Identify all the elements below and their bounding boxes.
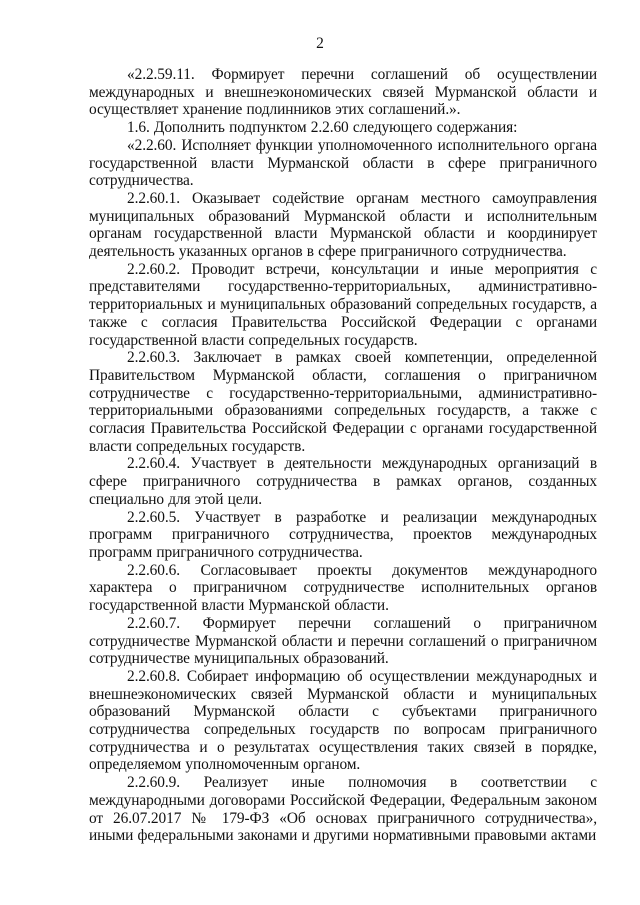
document-body [89,66,597,845]
paragraph-2-2-60-7: 2.2.60.7. Формирует перечни соглашений о приграничном сотрудничестве Мурманской области и перечни соглашений о приграничном сотрудничестве муниципальных образований. [89,614,597,668]
paragraph-2-2-60-4: 2.2.60.4. Участвует в деятельности международных организаций в сфере приграничного сотрудничества в рамках органов, созданных специально для этой цели. [89,455,597,508]
paragraph-2-2-60-1: 2.2.60.1. Оказывает содействие органам местного самоуправления муниципальных образований Мурманской области и исполнительным органам государственной власти Мурманской области и координирует деятельность указанных органов в сфере приграничного сотрудничества. [89,189,597,261]
paragraph-2-2-59-11: «2.2.59.11. Формирует перечни соглашений об осуществлении международных и внешнеэкономических связей Мурманской области и осуществляет хранение подлинников этих соглашений.». [89,66,597,119]
paragraph-2-2-60-3: 2.2.60.3. Заключает в рамках своей компетенции, определенной Правительством Мурманской области, соглашения о приграничном сотрудничестве с государственно-территориальными, административно-территориальными образованиями сопредельных государств, а также с согласия Правительства Российской Федерации с органами государственной власти сопредельных государств. [89,349,597,455]
paragraph-2-2-60: «2.2.60. Исполняет функции уполномоченного исполнительного органа государственной власти Мурманской области в сфере приграничного сотрудничества. [89,136,597,190]
paragraph-2-2-60-2: 2.2.60.2. Проводит встречи, консультации и иные мероприятия с представителями государственно-территориальных, административно-территориальных и муниципальных образований сопредельных государств, а также с согласия Правительства Российской Федерации с органами государственной власти сопредельных государств. [89,260,597,349]
paragraph-1-6: 1.6. Дополнить подпунктом 2.2.60 следующего содержания: [127,119,518,137]
paragraph-2-2-60-6: 2.2.60.6. Согласовывает проекты документов международного характера о приграничном сотрудничестве исполнительных органов государственной власти Мурманской области. [89,561,597,615]
paragraph-2-2-60-9: 2.2.60.9. Реализует иные полномочия в соответствии с международными договорами Российской Федерации, Федеральным законом от 26.07.2017 № 179-ФЗ «Об основах приграничного сотрудничества», иными федеральными законами и другими нормативными правовыми актами [89,774,597,845]
paragraph-2-2-60-8: 2.2.60.8. Собирает информацию об осуществлении международных и внешнеэкономических связей Мурманской области и муниципальных образований Мурманской области с субъектами приграничного сотрудничества сопредельных государств по вопросам приграничного сотрудничества и о результатах осуществления таких связей в порядке, определяемом уполномоченным органом. [89,667,597,774]
page-number: 2 [316,35,324,52]
paragraph-2-2-60-5: 2.2.60.5. Участвует в разработке и реализации международных программ приграничного сотрудничества, проектов международных программ приграничного сотрудничества. [89,508,597,561]
